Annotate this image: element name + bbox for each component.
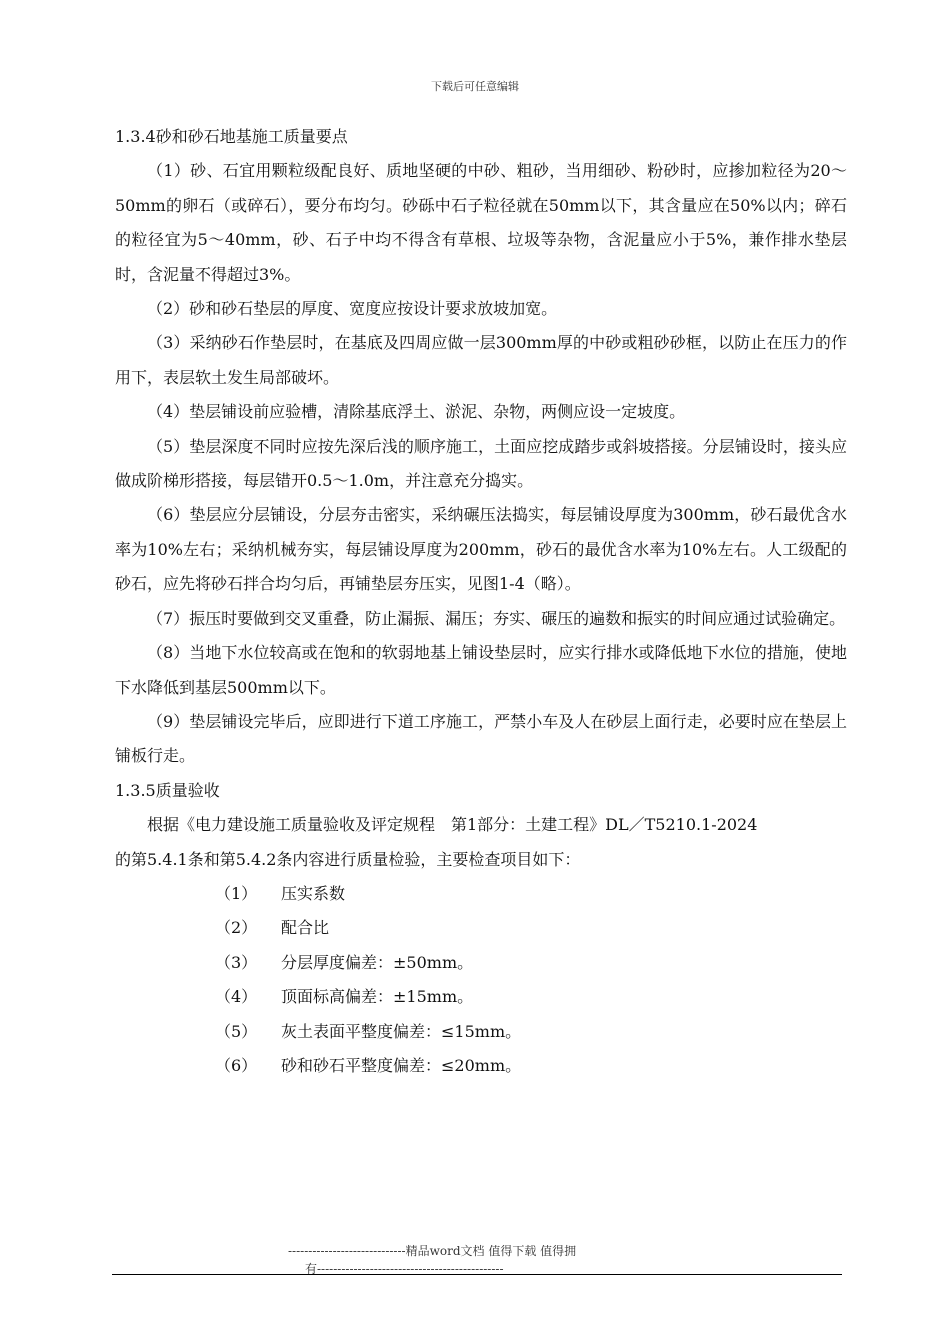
section-heading-1-3-4: 1.3.4砂和砂石地基施工质量要点 [115,127,348,146]
list-item-text: 配合比 [281,918,330,938]
paragraph-5: （5）垫层深度不同时应按先深后浅的顺序施工，土面应挖成踏步或斜坡搭接。分层铺设时，接头应做成阶梯形搭接，每层错开0.5～1.0m，并注意充分捣实。 [115,436,847,491]
section-heading-1-3-5: 1.3.5质量验收 [115,780,220,800]
list-item-text: 顶面标高偏差：±15mm。 [281,987,474,1007]
paragraph-7: （7）振压时要做到交叉重叠，防止漏振、漏压；夯实、碾压的遍数和振实的时间应通过试验确定。 [147,608,846,628]
list-item-text: 分层厚度偏差：±50mm。 [281,952,474,972]
acceptance-intro-line2: 的第5.4.1条和第5.4.2条内容进行质量检验，主要检查项目如下： [115,849,581,869]
list-item-number: （6） [215,1055,258,1075]
paragraph-3: （3）采纳砂石作垫层时，在基底及四周应做一层300mm厚的中砂或粗砂砂框，以防止在压力的作用下，表层软土发生局部破坏。 [115,333,847,387]
list-item [215,946,847,980]
footer-text-line1: -----------------------------精品word文档 值得下载 值得拥 [288,1244,577,1258]
footer-divider [112,1274,842,1275]
list-item-number: （5） [215,1021,258,1041]
list-item-number: （3） [215,952,258,972]
list-item-number: （1） [215,883,258,903]
list-item [215,1049,847,1083]
paragraph-8: （8）当地下水位较高或在饱和的软弱地基上铺设垫层时，应实行排水或降低地下水位的措施，使地下水降低到基层500mm以下。 [115,643,847,697]
inspection-items-list [115,877,847,1083]
list-item-text: 灰土表面平整度偏差：≤15mm。 [281,1021,522,1041]
document-body [115,120,847,1083]
paragraph-4: （4）垫层铺设前应验槽，清除基底浮土、淤泥、杂物，两侧应设一定坡度。 [147,402,686,422]
list-item [215,980,847,1014]
acceptance-intro-line1: 根据《电力建设施工质量验收及评定规程 第1部分：土建工程》DL／T5210.1-2024 [147,815,758,835]
paragraph-6: （6）垫层应分层铺设，分层夯击密实，采纳碾压法捣实，每层铺设厚度为300mm，砂石最优含水率为10%左右；采纳机械夯实，每层铺设厚度为200mm，砂石的最优含水率为10%左右。人工级配的砂石，应先将砂石拌合均匀后，再铺垫层夯压实，见图1-4（略）。 [115,505,847,594]
paragraph-2: （2）砂和砂石垫层的厚度、宽度应按设计要求放坡加宽。 [147,299,558,319]
list-item [215,1015,847,1049]
page-header: 下载后可任意编辑 [431,80,519,93]
list-item-text: 压实系数 [281,883,346,903]
list-item-text: 砂和砂石平整度偏差：≤20mm。 [281,1055,522,1075]
list-item [215,877,847,911]
list-item-number: （2） [215,918,258,938]
list-item-number: （4） [215,987,258,1007]
footer-text-line2: 有---------------------------------------------- [305,1262,504,1276]
paragraph-9: （9）垫层铺设完毕后，应即进行下道工序施工，严禁小车及人在砂层上面行走，必要时应在垫层上铺板行走。 [115,711,847,766]
paragraph-1: （1）砂、石宜用颗粒级配良好、质地坚硬的中砂、粗砂，当用细砂、粉砂时，应掺加粒径为20～50mm的卵石（或碎石），要分布均匀。砂砾中石子粒径就在50mm以下，其含量应在50%以内；碎石的粒径宜为5～40mm，砂、石子中均不得含有草根、垃圾等杂物，含泥量应小于5%，兼作排水垫层时，含泥量不得超过3%。 [115,161,847,284]
list-item [215,911,847,945]
